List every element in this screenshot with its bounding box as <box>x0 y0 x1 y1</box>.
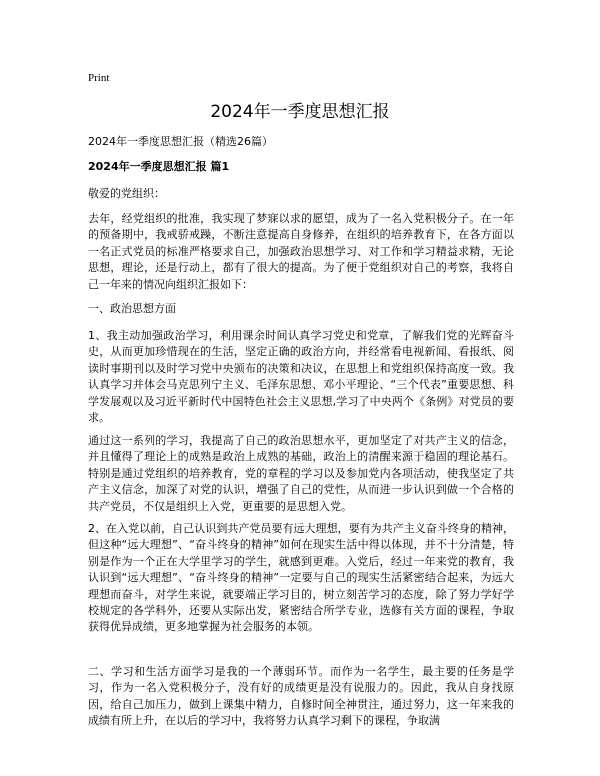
intro-paragraph: 去年，经党组织的批准，我实现了梦寐以求的愿望，成为了一名入党积极分子。在一年的预备期中，我戒骄戒躁，不断注意提高自身修养，在组织的培养教育下，在各方面以一名正式党员的标准严格要求自己，加强政治思想学习、对工作和学习精益求精，无论思想，理论，还是行动上，都有了很大的提高。为了便于党组织对自己的考察，我将自己一年来的情况向组织汇报如下： <box>88 212 514 291</box>
section-heading: 2024年一季度思想汇报 篇1 <box>88 160 230 173</box>
politics-heading: 一、政治思想方面 <box>88 302 176 315</box>
paragraph-1: 1、我主动加强政治学习，利用课余时间认真学习党史和党章，了解我们党的光辉奋斗史，从而更加珍惜现在的生活，坚定正确的政治方向，并经常看电视新闻、看报纸、阅读时事期刊以及时学习党中央颁布的决策和决议，在思想上和党组织保持高度一致。我认真学习并体会马克思列宁主义、毛泽东思想、邓小平理论、“三个代表”重要思想、科学发展观以及习近平新时代中国特色社会主义思想,学习了中央两个《条例》对党员的要求。 <box>88 329 514 425</box>
document-subtitle: 2024年一季度思想汇报（精选26篇） <box>88 135 273 148</box>
paragraph-3: 2、在入党以前，自己认识到共产党员要有远大理想，要有为共产主义奋斗终身的精神，但这种“远大理想”、“奋斗终身的精神”如何在现实生活中得以体现，并不十分清楚，特别是作为一个正在大学里学习的学生，就感到更难。入党后，经过一年来党的教育，我认识到“远大理想”、“奋斗终身的精神”一定要与自己的现实生活紧密结合起来，为远大理想而奋斗，对学生来说，就要端正学习目的，树立刻苦学习的态度，除了努力学好学校规定的各学科外，还要从实际出发，紧密结合所学专业，选修有关方面的课程，争取获得优异成绩，更多地掌握为社会服务的本领。 <box>88 522 514 634</box>
paragraph-2: 通过这一系列的学习，我提高了自己的政治思想水平，更加坚定了对共产主义的信念，并且懂得了理论上的成熟是政治上成熟的基础，政治上的清醒来源于稳固的理论基石。特别是通过党组织的培养教育，党的章程的学习以及参加党内各项活动，使我坚定了共产主义信念，加深了对党的认识，增强了自己的党性，从而进一步认识到做一个合格的共产党员，不仅是组织上入党，更重要的是思想入党。 <box>88 434 514 513</box>
print-label[interactable]: Print <box>88 72 110 84</box>
study-life-paragraph: 二、学习和生活方面学习是我的一个薄弱环节。而作为一名学生，最主要的任务是学习，作为一名入党积极分子，没有好的成绩更是没有说服力的。因此，我从自身找原因，给自己加压力，做到上课集中精力，自修时间全神贯注，通过努力，这一年来我的成绩有所上升，在以后的学习中，我将努力认真学习剩下的课程，争取满 <box>88 665 514 728</box>
page-title: 2024年一季度思想汇报 <box>210 102 390 122</box>
salutation: 敬爱的党组织： <box>88 187 165 200</box>
